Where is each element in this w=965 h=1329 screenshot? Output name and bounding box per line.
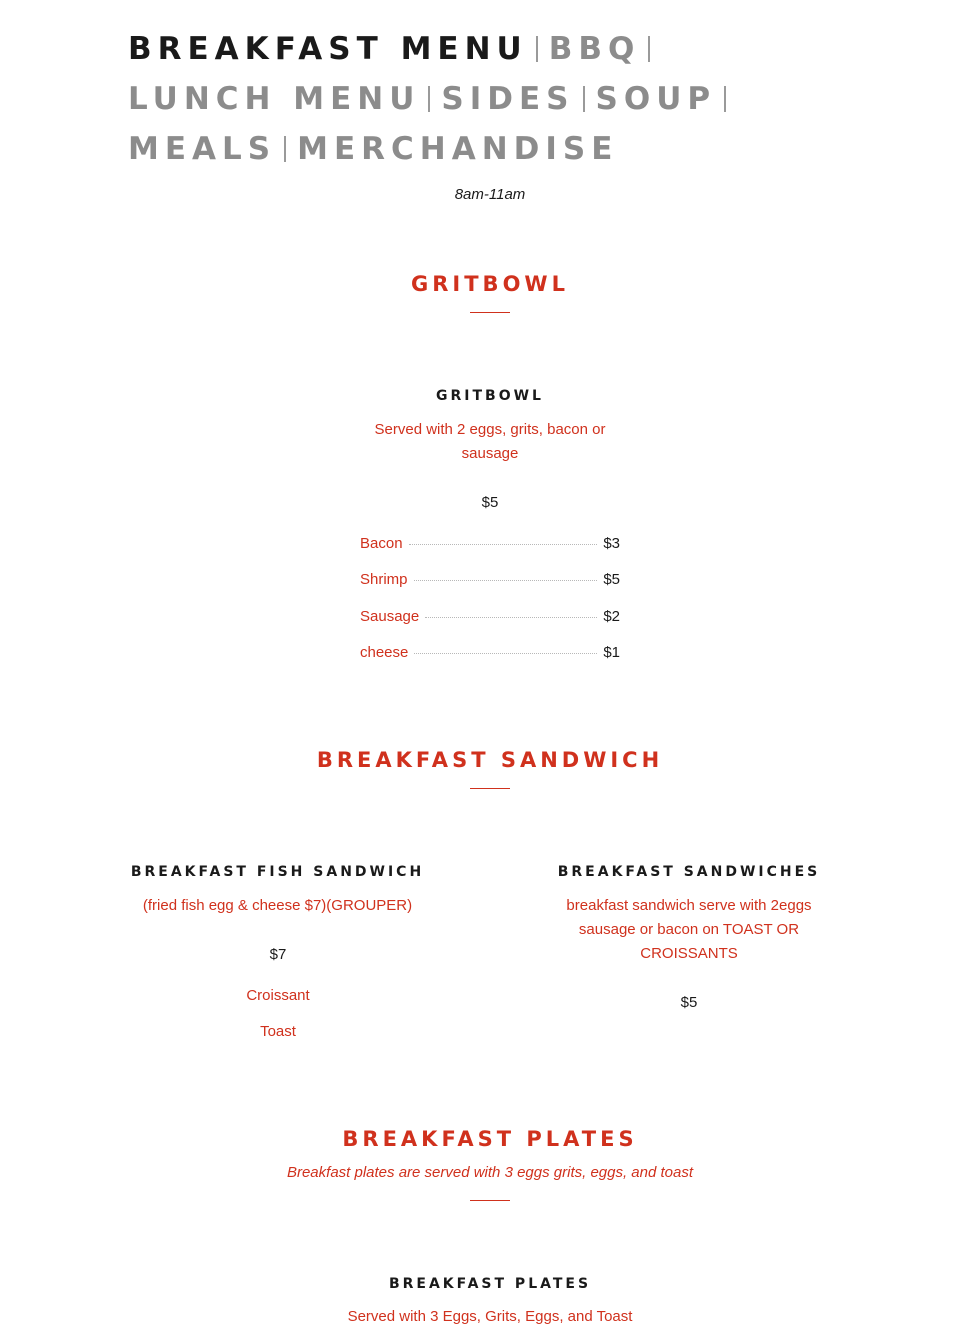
nav-row: [128, 124, 828, 174]
nav-separator: [724, 86, 726, 112]
item-option: Croissant: [246, 987, 310, 1004]
item-price-breakfast-fish-sandwich: $7: [269, 946, 287, 963]
nav-separator: [583, 86, 585, 112]
item-description-breakfast-fish-sandwich: (fried fish egg & cheese $7)(GROUPER): [142, 897, 413, 914]
addon-name: Sausage: [360, 608, 420, 625]
nav-merchandise[interactable]: MERCHANDISE: [297, 131, 619, 167]
nav-row: [128, 74, 828, 124]
nav-meals[interactable]: MEALS: [128, 131, 277, 167]
item-title-breakfast-sandwiches: BREAKFAST SANDWICHES: [557, 864, 821, 880]
section-subtitle-breakfast-plates: Breakfast plates are served with 3 eggs grits, eggs, and toast: [286, 1164, 694, 1181]
item-option: Toast: [260, 1023, 296, 1040]
item-description-breakfast-plates: Served with 3 Eggs, Grits, Eggs, and Toast: [347, 1308, 633, 1325]
nav-row: [128, 24, 828, 74]
section-divider: [470, 788, 510, 789]
menu-navigation: [128, 24, 828, 174]
item-description-breakfast-sandwiches: breakfast sandwich serve with 2eggs sausage or bacon on TOAST OR CROISSANTS: [566, 897, 812, 962]
dotted-leader: [414, 653, 597, 654]
nav-soup[interactable]: SOUP: [595, 81, 717, 117]
nav-separator: [648, 36, 650, 62]
item-title-gritbowl: GRITBOWL: [436, 388, 544, 404]
nav-separator: [284, 136, 286, 162]
dotted-leader: [409, 544, 598, 545]
nav-bbq[interactable]: BBQ: [548, 31, 641, 67]
addon-row: [360, 535, 620, 555]
nav-breakfast-menu[interactable]: BREAKFAST MENU: [128, 31, 528, 67]
nav-sides[interactable]: SIDES: [441, 81, 575, 117]
dotted-leader: [414, 580, 598, 581]
section-divider: [470, 312, 510, 313]
addon-row: [360, 608, 620, 628]
item-price-gritbowl: $5: [481, 494, 499, 511]
item-title-breakfast-plates: BREAKFAST PLATES: [388, 1276, 592, 1292]
section-title-breakfast-plates: BREAKFAST PLATES: [342, 1127, 638, 1151]
item-description-gritbowl: Served with 2 eggs, grits, bacon or sausage: [374, 421, 606, 462]
addon-row: [360, 644, 620, 664]
addon-price: $2: [603, 608, 620, 625]
addon-name: cheese: [360, 644, 409, 661]
section-divider: [470, 1200, 510, 1201]
addon-row: [360, 571, 620, 591]
addon-name: Bacon: [360, 535, 403, 552]
item-price-breakfast-sandwiches: $5: [680, 994, 698, 1011]
addon-name: Shrimp: [360, 571, 408, 588]
nav-separator: [536, 36, 538, 62]
nav-separator: [428, 86, 430, 112]
addon-price: $5: [603, 571, 620, 588]
addon-price: $3: [603, 535, 620, 552]
addon-price: $1: [603, 644, 620, 661]
menu-hours: 8am-11am: [454, 186, 526, 203]
section-title-breakfast-sandwich: BREAKFAST SANDWICH: [316, 748, 664, 772]
section-title-gritbowl: GRITBOWL: [411, 272, 569, 296]
nav-lunch-menu[interactable]: LUNCH MENU: [128, 81, 421, 117]
item-title-breakfast-fish-sandwich: BREAKFAST FISH SANDWICH: [130, 864, 425, 880]
dotted-leader: [425, 617, 597, 618]
